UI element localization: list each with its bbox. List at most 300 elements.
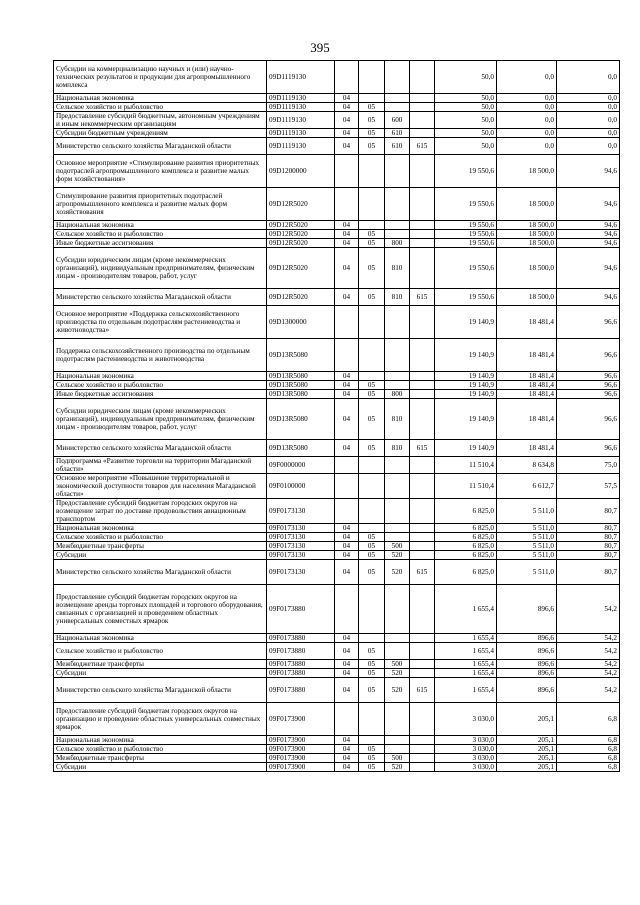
- section-code: [335, 585, 359, 634]
- item-name: Министерство сельского хозяйства Магаданской области: [54, 678, 267, 703]
- expense-type-code: [385, 221, 410, 230]
- administrator-code: [410, 763, 435, 772]
- section-code: 04: [335, 754, 359, 763]
- expense-type-code: [385, 474, 410, 499]
- table-row: [54, 306, 620, 339]
- administrator-code: [410, 239, 435, 248]
- target-code: 09D12R5020: [267, 188, 335, 221]
- table-row: [54, 763, 620, 772]
- target-code: 09F0173880: [267, 643, 335, 660]
- section-code: 04: [335, 763, 359, 772]
- subsection-code: 05: [359, 390, 385, 399]
- target-code: 09F0173880: [267, 660, 335, 669]
- section-code: 04: [335, 524, 359, 533]
- target-code: 09F0100000: [267, 474, 335, 499]
- execution-percent: 80,7: [557, 560, 620, 585]
- administrator-code: [410, 524, 435, 533]
- section-code: 04: [335, 372, 359, 381]
- item-name: Министерство сельского хозяйства Магаданской области: [54, 138, 267, 155]
- section-code: [335, 474, 359, 499]
- item-name: Сельское хозяйство и рыболовство: [54, 533, 267, 542]
- actual-amount: 5 511,0: [497, 551, 557, 560]
- section-code: 04: [335, 230, 359, 239]
- planned-amount: 1 655,4: [435, 585, 497, 634]
- item-name: Стимулирование развития приоритетных подотраслей агропромышленного комплекса и развитие малых форм хозяйствования: [54, 188, 267, 221]
- budget-table: [53, 60, 620, 772]
- administrator-code: 615: [410, 560, 435, 585]
- actual-amount: 18 500,0: [497, 289, 557, 306]
- expense-type-code: 520: [385, 560, 410, 585]
- section-code: 04: [335, 239, 359, 248]
- planned-amount: 50,0: [435, 129, 497, 138]
- administrator-code: [410, 221, 435, 230]
- planned-amount: 19 140,9: [435, 390, 497, 399]
- expense-type-code: 810: [385, 440, 410, 457]
- execution-percent: 0,0: [557, 94, 620, 103]
- item-name: Субсидии бюджетным учреждениям: [54, 129, 267, 138]
- expense-type-code: 810: [385, 289, 410, 306]
- table-row: [54, 669, 620, 678]
- subsection-code: [359, 474, 385, 499]
- execution-percent: 80,7: [557, 533, 620, 542]
- table-row: [54, 339, 620, 372]
- expense-type-code: [385, 524, 410, 533]
- subsection-code: 05: [359, 399, 385, 440]
- target-code: 09F0173880: [267, 669, 335, 678]
- execution-percent: 94,6: [557, 155, 620, 188]
- subsection-code: 05: [359, 669, 385, 678]
- actual-amount: 5 511,0: [497, 560, 557, 585]
- subsection-code: [359, 339, 385, 372]
- actual-amount: 205,1: [497, 754, 557, 763]
- target-code: 09D12R5020: [267, 289, 335, 306]
- execution-percent: 94,6: [557, 221, 620, 230]
- expense-type-code: 520: [385, 551, 410, 560]
- administrator-code: [410, 230, 435, 239]
- item-name: Сельское хозяйство и рыболовство: [54, 230, 267, 239]
- execution-percent: 80,7: [557, 542, 620, 551]
- expense-type-code: 610: [385, 129, 410, 138]
- target-code: 09F0173130: [267, 551, 335, 560]
- planned-amount: 50,0: [435, 61, 497, 94]
- actual-amount: 18 500,0: [497, 221, 557, 230]
- administrator-code: 615: [410, 440, 435, 457]
- subsection-code: 05: [359, 533, 385, 542]
- table-row: [54, 634, 620, 643]
- table-row: [54, 188, 620, 221]
- item-name: Субсидии юридическим лицам (кроме некоммерческих организаций), индивидуальным предпринимателям, физическим лицам - производителям товаров, работ, услуг: [54, 248, 267, 289]
- actual-amount: 0,0: [497, 94, 557, 103]
- expense-type-code: [385, 306, 410, 339]
- target-code: 09D13R5080: [267, 390, 335, 399]
- expense-type-code: [385, 745, 410, 754]
- actual-amount: 5 511,0: [497, 499, 557, 524]
- item-name: Основное мероприятие «Поддержка сельскохозяйственного производства по отдельным подотраслям растениеводства и животноводства»: [54, 306, 267, 339]
- section-code: 04: [335, 129, 359, 138]
- planned-amount: 19 550,6: [435, 155, 497, 188]
- actual-amount: 18 481,4: [497, 440, 557, 457]
- administrator-code: [410, 745, 435, 754]
- actual-amount: 0,0: [497, 103, 557, 112]
- subsection-code: [359, 94, 385, 103]
- section-code: 04: [335, 381, 359, 390]
- subsection-code: 05: [359, 112, 385, 129]
- section-code: [335, 499, 359, 524]
- table-body: [54, 61, 620, 772]
- target-code: 09F0173130: [267, 524, 335, 533]
- actual-amount: 18 500,0: [497, 188, 557, 221]
- subsection-code: [359, 155, 385, 188]
- planned-amount: 19 140,9: [435, 339, 497, 372]
- item-name: Предоставление субсидий бюджетным, автономным учреждениям и иным некоммерческим организациям: [54, 112, 267, 129]
- section-code: 04: [335, 248, 359, 289]
- item-name: Межбюджетные трансферты: [54, 660, 267, 669]
- actual-amount: 0,0: [497, 129, 557, 138]
- execution-percent: 80,7: [557, 551, 620, 560]
- subsection-code: [359, 61, 385, 94]
- subsection-code: [359, 221, 385, 230]
- table-row: [54, 457, 620, 474]
- target-code: 09D13R5080: [267, 399, 335, 440]
- planned-amount: 3 030,0: [435, 745, 497, 754]
- subsection-code: [359, 524, 385, 533]
- subsection-code: 05: [359, 560, 385, 585]
- target-code: 09F0173130: [267, 542, 335, 551]
- item-name: Межбюджетные трансферты: [54, 542, 267, 551]
- administrator-code: [410, 94, 435, 103]
- expense-type-code: [385, 736, 410, 745]
- planned-amount: 6 825,0: [435, 533, 497, 542]
- section-code: 04: [335, 390, 359, 399]
- actual-amount: 205,1: [497, 736, 557, 745]
- actual-amount: 18 481,4: [497, 399, 557, 440]
- expense-type-code: [385, 499, 410, 524]
- subsection-code: 05: [359, 745, 385, 754]
- planned-amount: 1 655,4: [435, 634, 497, 643]
- table-row: [54, 499, 620, 524]
- item-name: Национальная экономика: [54, 221, 267, 230]
- actual-amount: 0,0: [497, 138, 557, 155]
- table-row: [54, 551, 620, 560]
- administrator-code: [410, 372, 435, 381]
- execution-percent: 96,6: [557, 381, 620, 390]
- actual-amount: 18 481,4: [497, 306, 557, 339]
- execution-percent: 96,6: [557, 399, 620, 440]
- expense-type-code: [385, 94, 410, 103]
- planned-amount: 6 825,0: [435, 524, 497, 533]
- execution-percent: 94,6: [557, 230, 620, 239]
- execution-percent: 6,8: [557, 736, 620, 745]
- administrator-code: [410, 129, 435, 138]
- execution-percent: 57,5: [557, 474, 620, 499]
- target-code: 09F0173130: [267, 533, 335, 542]
- table-row: [54, 138, 620, 155]
- actual-amount: 18 481,4: [497, 372, 557, 381]
- administrator-code: [410, 660, 435, 669]
- subsection-code: 05: [359, 248, 385, 289]
- actual-amount: 5 511,0: [497, 533, 557, 542]
- section-code: 04: [335, 669, 359, 678]
- administrator-code: [410, 585, 435, 634]
- table-row: [54, 585, 620, 634]
- item-name: Министерство сельского хозяйства Магаданской области: [54, 440, 267, 457]
- administrator-code: [410, 643, 435, 660]
- table-row: [54, 94, 620, 103]
- administrator-code: [410, 248, 435, 289]
- table-row: [54, 239, 620, 248]
- execution-percent: 96,6: [557, 339, 620, 372]
- section-code: 04: [335, 551, 359, 560]
- section-code: [335, 188, 359, 221]
- target-code: 09D1119130: [267, 112, 335, 129]
- target-code: 09D1300000: [267, 306, 335, 339]
- target-code: 09F0173130: [267, 499, 335, 524]
- actual-amount: 205,1: [497, 745, 557, 754]
- actual-amount: 896,6: [497, 643, 557, 660]
- planned-amount: 11 510,4: [435, 474, 497, 499]
- administrator-code: [410, 457, 435, 474]
- section-code: [335, 306, 359, 339]
- subsection-code: 05: [359, 129, 385, 138]
- item-name: Иные бюджетные ассигнования: [54, 390, 267, 399]
- planned-amount: 6 825,0: [435, 560, 497, 585]
- administrator-code: [410, 155, 435, 188]
- actual-amount: 18 481,4: [497, 390, 557, 399]
- target-code: 09D1200000: [267, 155, 335, 188]
- subsection-code: 05: [359, 103, 385, 112]
- actual-amount: 18 481,4: [497, 381, 557, 390]
- expense-type-code: [385, 188, 410, 221]
- section-code: [335, 703, 359, 736]
- administrator-code: [410, 669, 435, 678]
- subsection-code: 05: [359, 381, 385, 390]
- execution-percent: 54,2: [557, 678, 620, 703]
- item-name: Сельское хозяйство и рыболовство: [54, 643, 267, 660]
- expense-type-code: 500: [385, 542, 410, 551]
- target-code: 09D12R5020: [267, 221, 335, 230]
- table-row: [54, 112, 620, 129]
- actual-amount: 18 481,4: [497, 339, 557, 372]
- subsection-code: 05: [359, 763, 385, 772]
- execution-percent: 80,7: [557, 524, 620, 533]
- item-name: Национальная экономика: [54, 736, 267, 745]
- administrator-code: [410, 339, 435, 372]
- target-code: 09D1119130: [267, 129, 335, 138]
- item-name: Предоставление субсидий бюджетам городских округов на возмещение аренды торговых площадей и торгового оборудования, связанных с организацией и проведением областных универсальных совместных ярмарок: [54, 585, 267, 634]
- planned-amount: 6 825,0: [435, 551, 497, 560]
- item-name: Иные бюджетные ассигнования: [54, 239, 267, 248]
- subsection-code: [359, 499, 385, 524]
- planned-amount: 6 825,0: [435, 542, 497, 551]
- target-code: 09F0173880: [267, 678, 335, 703]
- section-code: 04: [335, 440, 359, 457]
- item-name: Межбюджетные трансферты: [54, 754, 267, 763]
- target-code: 09F0173900: [267, 754, 335, 763]
- administrator-code: 615: [410, 289, 435, 306]
- target-code: 09D1119130: [267, 94, 335, 103]
- administrator-code: [410, 112, 435, 129]
- subsection-code: [359, 457, 385, 474]
- table-row: [54, 381, 620, 390]
- table-row: [54, 474, 620, 499]
- administrator-code: [410, 188, 435, 221]
- table-row: [54, 372, 620, 381]
- administrator-code: [410, 381, 435, 390]
- administrator-code: [410, 551, 435, 560]
- expense-type-code: [385, 533, 410, 542]
- section-code: [335, 61, 359, 94]
- administrator-code: [410, 703, 435, 736]
- execution-percent: 94,6: [557, 188, 620, 221]
- table-row: [54, 703, 620, 736]
- subsection-code: 05: [359, 440, 385, 457]
- section-code: 04: [335, 736, 359, 745]
- planned-amount: 19 550,6: [435, 289, 497, 306]
- section-code: 04: [335, 112, 359, 129]
- target-code: 09F0173900: [267, 736, 335, 745]
- expense-type-code: [385, 457, 410, 474]
- expense-type-code: [385, 585, 410, 634]
- actual-amount: 18 500,0: [497, 248, 557, 289]
- expense-type-code: 610: [385, 138, 410, 155]
- expense-type-code: 800: [385, 390, 410, 399]
- table-row: [54, 533, 620, 542]
- actual-amount: 0,0: [497, 112, 557, 129]
- item-name: Основное мероприятие «Стимулирование развития приоритетных подотраслей агропромышленного комплекса и развитие малых форм хозяйствования»: [54, 155, 267, 188]
- actual-amount: 8 634,8: [497, 457, 557, 474]
- target-code: 09D13R5080: [267, 339, 335, 372]
- subsection-code: [359, 703, 385, 736]
- subsection-code: [359, 736, 385, 745]
- item-name: Предоставление субсидий бюджетам городских округов на возмещение затрат по доставке продовольствия авиационным транспортом: [54, 499, 267, 524]
- expense-type-code: [385, 230, 410, 239]
- item-name: Субсидии: [54, 669, 267, 678]
- section-code: 04: [335, 634, 359, 643]
- administrator-code: [410, 103, 435, 112]
- section-code: [335, 155, 359, 188]
- target-code: 09D13R5080: [267, 381, 335, 390]
- table-row: [54, 560, 620, 585]
- execution-percent: 54,2: [557, 585, 620, 634]
- item-name: Основное мероприятие «Повышение территориальной и экономической доступности товаров для населения Магаданской области»: [54, 474, 267, 499]
- planned-amount: 50,0: [435, 103, 497, 112]
- item-name: Субсидии на коммерциализацию научных и (или) научно-технических результатов и продукции для агропромышленного комплекса: [54, 61, 267, 94]
- item-name: Национальная экономика: [54, 94, 267, 103]
- table-row: [54, 678, 620, 703]
- target-code: 09F0173900: [267, 745, 335, 754]
- table-row: [54, 390, 620, 399]
- item-name: Сельское хозяйство и рыболовство: [54, 745, 267, 754]
- subsection-code: 05: [359, 289, 385, 306]
- target-code: 09D12R5020: [267, 248, 335, 289]
- item-name: Сельское хозяйство и рыболовство: [54, 103, 267, 112]
- planned-amount: 6 825,0: [435, 499, 497, 524]
- table-row: [54, 754, 620, 763]
- planned-amount: 19 140,9: [435, 399, 497, 440]
- expense-type-code: [385, 643, 410, 660]
- target-code: 09F0173900: [267, 763, 335, 772]
- planned-amount: 19 550,6: [435, 230, 497, 239]
- expense-type-code: 500: [385, 660, 410, 669]
- actual-amount: 896,6: [497, 660, 557, 669]
- item-name: Поддержка сельскохозяйственного производства по отдельным подотраслям растениеводства и животноводства: [54, 339, 267, 372]
- item-name: Субсидии: [54, 551, 267, 560]
- administrator-code: [410, 306, 435, 339]
- administrator-code: [410, 736, 435, 745]
- item-name: Предоставление субсидий бюджетам городских округов на организацию и проведение областных универсальных совместных ярмарок: [54, 703, 267, 736]
- expense-type-code: 520: [385, 669, 410, 678]
- item-name: Национальная экономика: [54, 524, 267, 533]
- target-code: 09D13R5080: [267, 372, 335, 381]
- table-row: [54, 542, 620, 551]
- actual-amount: 6 612,7: [497, 474, 557, 499]
- execution-percent: 96,6: [557, 440, 620, 457]
- subsection-code: 05: [359, 230, 385, 239]
- administrator-code: [410, 542, 435, 551]
- item-name: Подпрограмма «Развитие торговли на территории Магаданской области»: [54, 457, 267, 474]
- target-code: 09F0000000: [267, 457, 335, 474]
- actual-amount: 896,6: [497, 585, 557, 634]
- administrator-code: [410, 533, 435, 542]
- section-code: 04: [335, 560, 359, 585]
- section-code: 04: [335, 289, 359, 306]
- execution-percent: 80,7: [557, 499, 620, 524]
- item-name: Министерство сельского хозяйства Магаданской области: [54, 560, 267, 585]
- execution-percent: 96,6: [557, 372, 620, 381]
- execution-percent: 6,8: [557, 763, 620, 772]
- table-row: [54, 289, 620, 306]
- expense-type-code: [385, 103, 410, 112]
- actual-amount: 5 511,0: [497, 542, 557, 551]
- expense-type-code: [385, 703, 410, 736]
- planned-amount: 1 655,4: [435, 669, 497, 678]
- target-code: 09D12R5020: [267, 230, 335, 239]
- subsection-code: 05: [359, 239, 385, 248]
- target-code: 09F0173130: [267, 560, 335, 585]
- table-row: [54, 660, 620, 669]
- expense-type-code: 800: [385, 239, 410, 248]
- section-code: 04: [335, 399, 359, 440]
- planned-amount: 19 140,9: [435, 381, 497, 390]
- item-name: Сельское хозяйство и рыболовство: [54, 381, 267, 390]
- table-row: [54, 230, 620, 239]
- planned-amount: 19 550,6: [435, 221, 497, 230]
- planned-amount: 11 510,4: [435, 457, 497, 474]
- item-name: Субсидии юридическим лицам (кроме некоммерческих организаций), индивидуальным предпринимателям, физическим лицам - производителям товаров, работ, услуг: [54, 399, 267, 440]
- target-code: 09D12R5020: [267, 239, 335, 248]
- execution-percent: 96,6: [557, 306, 620, 339]
- item-name: Национальная экономика: [54, 634, 267, 643]
- planned-amount: 50,0: [435, 94, 497, 103]
- planned-amount: 50,0: [435, 138, 497, 155]
- execution-percent: 75,0: [557, 457, 620, 474]
- planned-amount: 1 655,4: [435, 660, 497, 669]
- expense-type-code: [385, 339, 410, 372]
- table-row: [54, 129, 620, 138]
- actual-amount: 18 500,0: [497, 230, 557, 239]
- section-code: 04: [335, 745, 359, 754]
- expense-type-code: 520: [385, 763, 410, 772]
- planned-amount: 3 030,0: [435, 703, 497, 736]
- expense-type-code: 500: [385, 754, 410, 763]
- planned-amount: 19 550,6: [435, 188, 497, 221]
- execution-percent: 54,2: [557, 669, 620, 678]
- section-code: 04: [335, 678, 359, 703]
- execution-percent: 0,0: [557, 112, 620, 129]
- execution-percent: 6,8: [557, 745, 620, 754]
- subsection-code: 05: [359, 643, 385, 660]
- expense-type-code: [385, 155, 410, 188]
